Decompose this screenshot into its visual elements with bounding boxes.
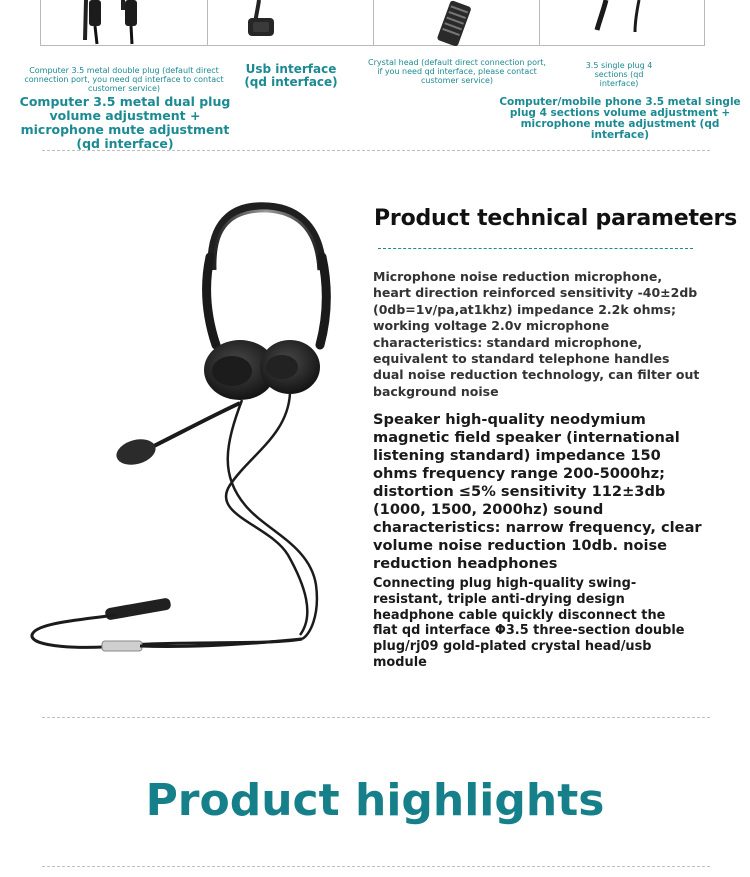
caption-usb: Usb interface (qd interface) <box>244 62 338 89</box>
section-divider <box>42 150 710 151</box>
caption-dual-plug-note: Computer 3.5 metal double plug (default direct connection port, you need qd interface to contact customer service) <box>24 66 224 93</box>
section-divider <box>42 717 710 718</box>
headset-product-image <box>20 195 350 665</box>
caption-single-plug: Computer/mobile phone 3.5 metal single plug 4 sections volume adjustment + microphone mute adjustment (qd interface) <box>499 96 741 141</box>
section-divider <box>42 866 710 867</box>
spec-speaker: Speaker high-quality neodymium magnetic field speaker (international listening standard) impedance 150 ohms frequency range 200-5000hz; distortion ≤5% sensitivity 112±3db (1000, 1500, 2000hz) sound characteristics: narrow frequency, clear volume noise reduction 10db. noise reduction headphones <box>373 411 702 572</box>
caption-single-plug-note: 3.5 single plug 4 sections (qd interface) <box>585 61 653 88</box>
plug-thumbnail-strip <box>40 0 705 46</box>
spec-microphone: Microphone noise reduction microphone, heart direction reinforced sensitivity -40±2db (0db=1v/pa,at1khz) impedance 2.2k ohms; working voltage 2.0v microphone characteristics: standard microphone, equivalent to standard telephone handles dual noise reduction technology, can filter out background noise <box>373 269 700 399</box>
plug-cables-image <box>41 0 706 46</box>
product-highlights-heading: Product highlights <box>145 775 605 826</box>
caption-dual-plug: Computer 3.5 metal dual plug volume adjustment + microphone mute adjustment (qd interface) <box>19 94 231 151</box>
caption-crystal-head: Crystal head (default direct connection port, if you need qd interface, please contact customer service) <box>368 58 546 85</box>
spec-title-underline <box>378 248 693 249</box>
spec-title: Product technical parameters <box>374 206 738 231</box>
spec-connecting-plug: Connecting plug high-quality swing-resistant, triple anti-drying design headphone cable quickly disconnect the flat qd interface Φ3.5 three-section double plug/rj09 gold-plated crystal head/usb module <box>373 576 685 670</box>
